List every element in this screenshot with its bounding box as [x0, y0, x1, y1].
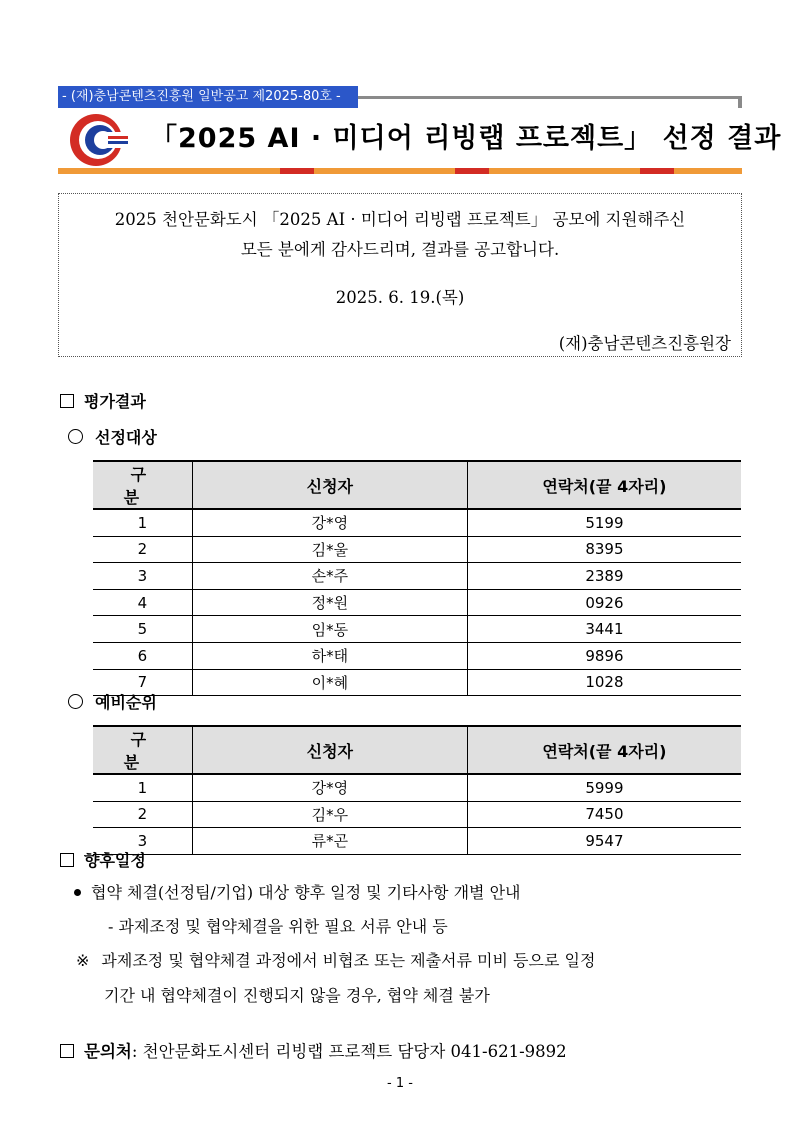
- contact-label: 문의처: [84, 1042, 132, 1061]
- checkbox-square-icon: [60, 1044, 74, 1058]
- col-header-no: 구 분: [93, 726, 192, 774]
- cell-no: 2: [93, 536, 192, 563]
- table-row: [93, 563, 741, 590]
- cell-no: 3: [93, 828, 192, 855]
- table-row: [93, 589, 741, 616]
- notice-line-1: 2025 천안문화도시 「2025 AI · 미디어 리빙랩 프로젝트」 공모에 지원해주신: [114, 210, 686, 229]
- org-logo-icon: [62, 112, 130, 168]
- notice-line-2: 모든 분에게 감사드리며, 결과를 공고합니다.: [240, 240, 560, 259]
- contact-text: : 천안문화도시센터 리빙랩 프로젝트 담당자 041-621-9892: [131, 1042, 567, 1061]
- cell-no: 4: [93, 589, 192, 616]
- stripe-accent: [280, 168, 314, 174]
- table-row: [93, 616, 741, 643]
- cell-contact: 5999: [467, 774, 741, 801]
- reserve-table: [93, 725, 741, 855]
- notice-date: 2025. 6. 19.(목): [335, 288, 465, 307]
- table-row: [93, 669, 741, 696]
- cell-no: 1: [93, 774, 192, 801]
- cell-applicant: 정*원: [192, 589, 467, 616]
- checkbox-square-icon: [60, 394, 74, 408]
- cell-no: 3: [93, 563, 192, 590]
- cell-applicant: 임*동: [192, 616, 467, 643]
- notice-number-badge: - (재)충남콘텐츠진흥원 일반공고 제2025-80호 -: [58, 86, 358, 108]
- notice-box: [58, 193, 742, 357]
- section-schedule: 향후일정: [60, 848, 146, 871]
- table-row: [93, 536, 741, 563]
- table-row: [93, 828, 741, 855]
- table-row: [93, 642, 741, 669]
- cell-no: 6: [93, 642, 192, 669]
- cell-no: 1: [93, 509, 192, 536]
- cell-contact: 3441: [467, 616, 741, 643]
- page-title: 「2025 AI · 미디어 리빙랩 프로젝트」 선정 결과: [150, 123, 782, 154]
- col-header-contact: 연락처(끝 4자리): [467, 726, 741, 774]
- section-evaluation: 평가결과: [60, 389, 146, 412]
- cell-contact: 9896: [467, 642, 741, 669]
- cell-applicant: 손*주: [192, 563, 467, 590]
- note-mark: ※: [76, 951, 90, 970]
- schedule-note-cont: 기간 내 협약체결이 진행되지 않을 경우, 협약 체결 불가: [104, 986, 490, 1005]
- header-rule: [358, 96, 740, 99]
- stripe-accent: [640, 168, 674, 174]
- cell-contact: 8395: [467, 536, 741, 563]
- cell-applicant: 하*태: [192, 642, 467, 669]
- cell-applicant: 김*울: [192, 536, 467, 563]
- col-header-applicant: 신청자: [192, 461, 467, 509]
- cell-contact: 2389: [467, 563, 741, 590]
- cell-contact: 5199: [467, 509, 741, 536]
- col-header-applicant: 신청자: [192, 726, 467, 774]
- schedule-bullet: 협약 체결(선정팀/기업) 대상 향후 일정 및 기타사항 개별 안내: [74, 880, 521, 903]
- cell-applicant: 이*혜: [192, 669, 467, 696]
- checkbox-square-icon: [60, 853, 74, 867]
- cell-applicant: 류*곤: [192, 828, 467, 855]
- notice-signer: (재)충남콘텐츠진흥원장: [558, 334, 731, 353]
- cell-contact: 0926: [467, 589, 741, 616]
- stripe-accent: [455, 168, 489, 174]
- cell-no: 7: [93, 669, 192, 696]
- cell-contact: 1028: [467, 669, 741, 696]
- subsection-reserve: 예비순위: [68, 690, 157, 713]
- schedule-sub: - 과제조정 및 협약체결을 위한 필요 서류 안내 등: [108, 917, 448, 936]
- header-rule-end: [738, 96, 742, 108]
- cell-no: 2: [93, 801, 192, 828]
- bullet-dot-icon: [74, 889, 81, 896]
- cell-applicant: 김*우: [192, 801, 467, 828]
- cell-no: 5: [93, 616, 192, 643]
- cell-contact: 9547: [467, 828, 741, 855]
- cell-applicant: 강*영: [192, 509, 467, 536]
- col-header-no: 구 분: [93, 461, 192, 509]
- cell-contact: 7450: [467, 801, 741, 828]
- schedule-note: ※ 과제조정 및 협약체결 과정에서 비협조 또는 제출서류 미비 등으로 일정: [76, 951, 596, 970]
- table-row: [93, 509, 741, 536]
- page-number: - 1 -: [387, 1076, 413, 1091]
- subsection-selected: 선정대상: [68, 425, 157, 448]
- contact-line: [60, 1038, 567, 1062]
- circle-bullet-icon: [68, 694, 83, 709]
- selected-table: [93, 460, 741, 696]
- table-row: [93, 774, 741, 801]
- circle-bullet-icon: [68, 429, 83, 444]
- cell-applicant: 강*영: [192, 774, 467, 801]
- col-header-contact: 연락처(끝 4자리): [467, 461, 741, 509]
- table-row: [93, 801, 741, 828]
